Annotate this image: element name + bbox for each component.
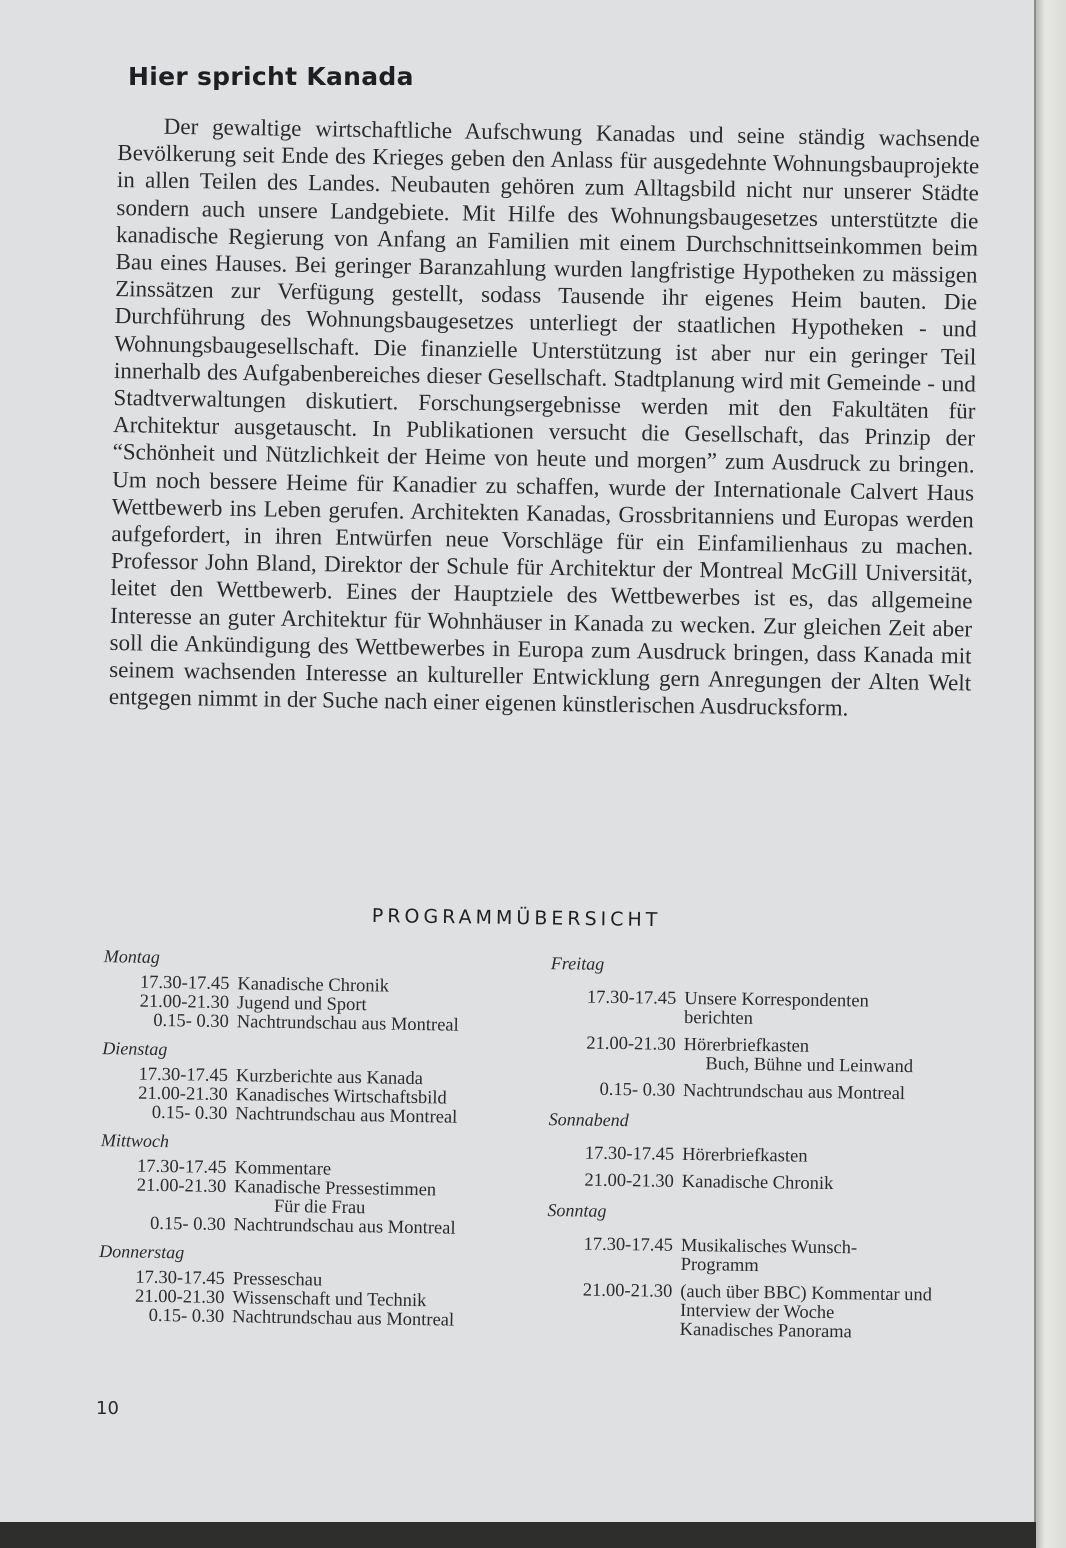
program-title: Kurzberichte aus Kanada bbox=[235, 1066, 424, 1090]
program-title-line: Kanadische Pressestimmen bbox=[234, 1177, 437, 1201]
program-title: Wissenschaft und Technik bbox=[232, 1288, 427, 1312]
program-title: Nachtrundschau aus Montreal bbox=[235, 1104, 458, 1128]
program-title-line: Kanadisches Panorama bbox=[679, 1319, 852, 1343]
program-column-left bbox=[92, 946, 538, 1332]
program-title-line: berichten bbox=[683, 1007, 754, 1029]
program-title bbox=[681, 1237, 972, 1279]
program-time: 17.30-17.45 bbox=[138, 1064, 229, 1087]
day-heading-sonnabend: Sonnabend bbox=[548, 1109, 629, 1131]
program-title-line: Musikalisches Wunsch- bbox=[680, 1235, 858, 1259]
program-time: 17.30-17.45 bbox=[584, 1143, 675, 1165]
program-title: Kanadische Chronik bbox=[237, 974, 390, 997]
program-time: 21.00-21.30 bbox=[584, 1170, 674, 1192]
program-time: 21.00-21.30 bbox=[139, 991, 230, 1014]
day-heading-mittwoch: Mittwoch bbox=[100, 1130, 170, 1152]
program-time: 0.15- 0.30 bbox=[148, 1305, 225, 1328]
day-heading-sonntag: Sonntag bbox=[547, 1200, 607, 1221]
day-heading-dienstag: Dienstag bbox=[102, 1038, 168, 1060]
program-time: 21.00-21.30 bbox=[134, 1286, 225, 1309]
article-paragraph: Der gewaltige wirtschaftliche Aufschwung Kanadas und seine ständig wachsende Bevölkerung seit Ende des Krieges geben den Anlass für ausgedehnte Wohnungsbauprojekte in allen Teilen des Landes. Neubauten gehören zum Alltagsbild nicht nur unserer Städte sondern auch unsere Landgebiete. Mit Hilfe des Wohnungsbaugesetzes unterstützte die kanadische Regierung von Anfang an Familien mit einem Durchschnittseinkommen beim Bau eines Hauses. Bei geringer Baranzahlung wurden langfristige Hypotheken zu mässigen Zinssätzen zur Verfügung gestellt, sodass Tausende ihr eigenes Heim bauten. Die Durchführung des Wohnungsbaugesetzes unterliegt der staatlichen Hypotheken - und Wohnungsbaugesellschaft. Die finanzielle Unterstützung ist aber nur ein geringer Teil innerhalb des Aufgabenbereiches dieser Gesellschaft. Stadtplanung wird mit Gemeinde - und Stadtverwaltungen diskutiert. Forschungsergebnisse werden mit den Fakultäten für Architektur ausgetauscht. In Publikationen versucht die Gesellschaft, das Prinzip der “Schönheit und Nützlichkeit der Heime von heute und morgen” zum Ausdruck zu bringen. Um noch bessere Heime für Kanadier zu schaffen, wurde der Internationale Calvert Haus Wettbewerb ins Leben gerufen. Architekten Kanadas, Grossbritanniens und Europas werden aufgefordert, in ihren Entwürfen neue Vorschläge für ein Einfamilienhaus zu machen. Professor John Bland, Direktor der Schule für Architektur der Montreal McGill Universität, leitet den Wettbewerb. Eines der Hauptziele des Wettbewerbes ist es, das allgemeine Interesse an guter Architektur für Wohnhäuser in Kanada zu wecken. Zur gleichen Zeit aber soll die Ankündigung des Wettbewerbes in Europa zum Ausdruck bringen, dass Kanada mit seinem wachsenden Interesse an kultureller Entwicklung gern Anregungen der Alten Welt entgegen nimmt in der Suche nach einer eigenen künstlerischen Ausdrucksform. bbox=[108, 113, 980, 721]
program-title bbox=[680, 1283, 971, 1344]
day-heading-montag: Montag bbox=[103, 946, 160, 967]
program-title-line: Für die Frau bbox=[273, 1196, 366, 1219]
program-time: 21.00-21.30 bbox=[136, 1175, 227, 1198]
program-row bbox=[542, 1171, 972, 1196]
program-title bbox=[234, 1178, 535, 1221]
program-time: 21.00-21.30 bbox=[138, 1083, 228, 1106]
program-title-line: Programm bbox=[680, 1254, 759, 1277]
program-title: Kommentare bbox=[234, 1158, 332, 1180]
program-title: Jugend und Sport bbox=[236, 993, 367, 1016]
program-title-line: Buch, Bühne und Leinwand bbox=[705, 1054, 914, 1078]
program-time: 21.00-21.30 bbox=[582, 1280, 673, 1302]
program-time: 0.15- 0.30 bbox=[149, 1213, 226, 1236]
program-time: 17.30-17.45 bbox=[135, 1267, 225, 1290]
program-column-right bbox=[540, 953, 975, 1352]
program-title: Presseschau bbox=[232, 1269, 323, 1291]
program-time: 17.30-17.45 bbox=[136, 1156, 227, 1179]
program-row bbox=[540, 1281, 971, 1344]
article-body bbox=[109, 112, 980, 724]
program-title: Nachtrundschau aus Montreal bbox=[233, 1215, 456, 1239]
background-surface bbox=[0, 1522, 1036, 1548]
program-title bbox=[684, 990, 975, 1032]
article-title: Hier spricht Kanada bbox=[128, 62, 414, 91]
program-title: Hörerbriefkasten bbox=[682, 1144, 808, 1167]
program-row bbox=[541, 1235, 971, 1279]
program-time: 17.30-17.45 bbox=[583, 1234, 674, 1256]
day-heading-donnerstag: Donnerstag bbox=[99, 1241, 185, 1263]
program-title: Kanadische Chronik bbox=[681, 1171, 834, 1195]
program-row bbox=[544, 988, 974, 1032]
program-title-line: (auch über BBC) Kommentar und Interview der Woche bbox=[679, 1281, 933, 1324]
program-title: Nachtrundschau aus Montreal bbox=[232, 1307, 455, 1331]
program-title bbox=[683, 1036, 974, 1078]
program-row bbox=[543, 1034, 973, 1078]
program-title: Nachtrundschau aus Montreal bbox=[682, 1080, 906, 1105]
program-title-line: Hörerbriefkasten bbox=[683, 1034, 810, 1057]
binding-spine bbox=[1036, 0, 1066, 1548]
page-number: 10 bbox=[96, 1398, 119, 1419]
program-heading: PROGRAMMÜBERSICHT bbox=[371, 905, 662, 932]
day-heading-freitag: Freitag bbox=[550, 953, 605, 974]
program-time: 0.15- 0.30 bbox=[153, 1010, 229, 1033]
program-title-line: Unsere Korrespondenten bbox=[684, 988, 869, 1012]
program-time: 17.30-17.45 bbox=[586, 987, 677, 1009]
program-row bbox=[543, 1080, 973, 1105]
program-time: 17.30-17.45 bbox=[139, 972, 230, 995]
program-time: 0.15- 0.30 bbox=[599, 1079, 676, 1101]
program-time: 21.00-21.30 bbox=[586, 1033, 676, 1055]
program-title: Kanadisches Wirtschaftsbild bbox=[235, 1085, 447, 1109]
program-time: 0.15- 0.30 bbox=[151, 1102, 228, 1125]
program-row bbox=[542, 1144, 972, 1169]
program-title: Nachtrundschau aus Montreal bbox=[236, 1012, 459, 1036]
